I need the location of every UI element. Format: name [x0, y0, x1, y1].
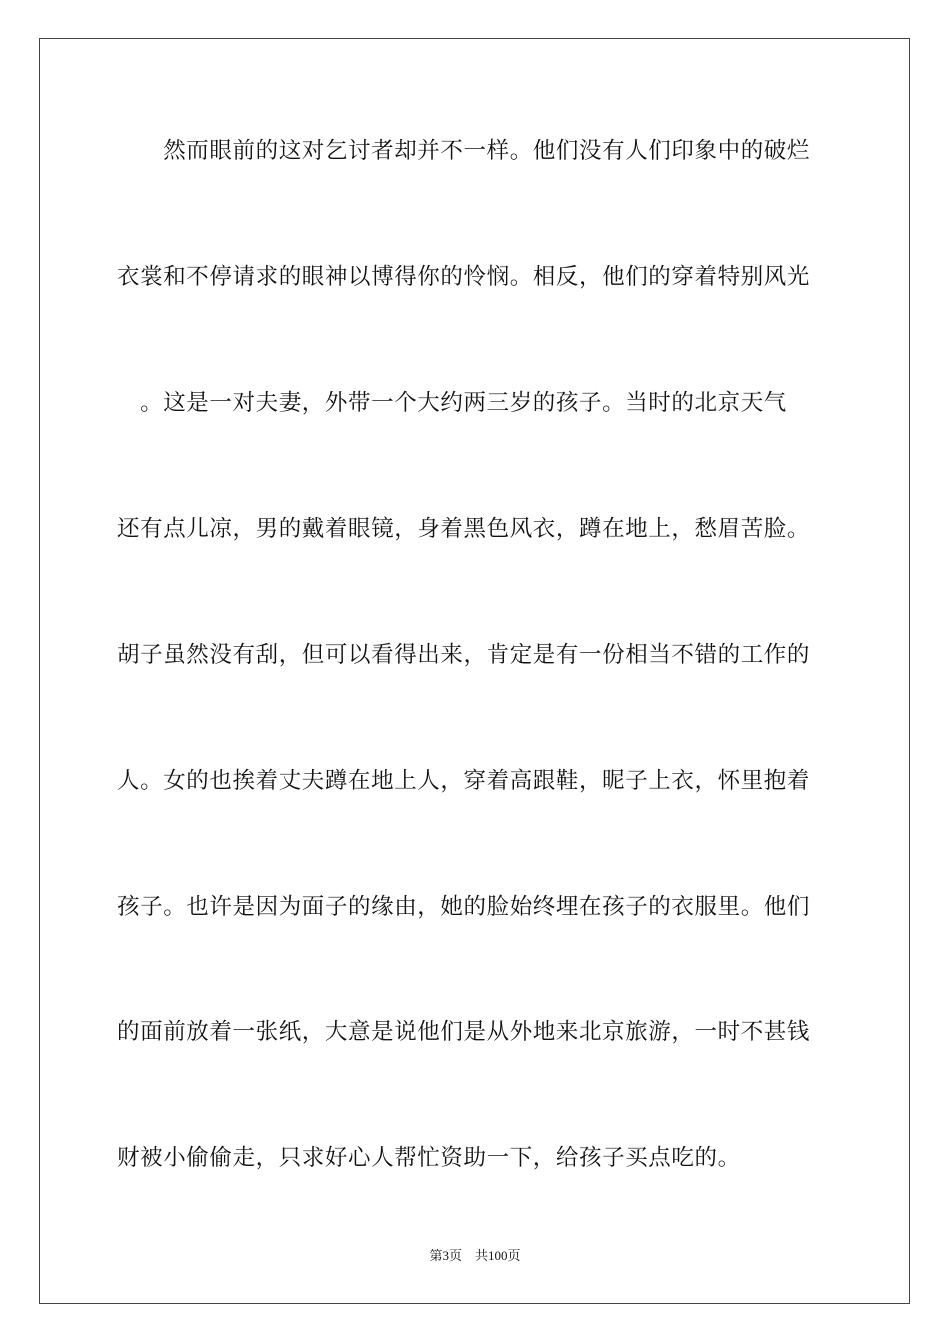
paragraph-line: 。这是一对夫妻，外带一个大约两三岁的孩子。当时的北京天气: [117, 390, 787, 416]
paragraph-line: 孩子。也许是因为面子的缘由，她的脸始终埋在孩子的衣服里。他们: [117, 894, 811, 920]
paragraph-line: 财被小偷偷走，只求好心人帮忙资助一下，给孩子买点吃的。: [117, 1145, 741, 1171]
paragraph-line: 人。女的也挨着丈夫蹲在地上人，穿着高跟鞋，昵子上衣，怀里抱着: [117, 768, 811, 794]
paragraph-line: 衣裳和不停请求的眼神以博得你的怜悯。相反，他们的穿着特别风光: [117, 264, 811, 290]
paragraph-line: 然而眼前的这对乞讨者却并不一样。他们没有人们印象中的破烂: [117, 138, 811, 164]
paragraph-line: 胡子虽然没有刮，但可以看得出来，肯定是有一份相当不错的工作的: [117, 642, 811, 668]
paragraph-line: 还有点儿凉，男的戴着眼镜，身着黑色风衣，蹲在地上，愁眉苦脸。: [117, 516, 811, 542]
paragraph-line: 的面前放着一张纸，大意是说他们是从外地来北京旅游，一时不甚钱: [117, 1019, 811, 1045]
page-number-footer: 第3页 共100页: [429, 1248, 521, 1263]
page-border: [39, 38, 910, 1304]
